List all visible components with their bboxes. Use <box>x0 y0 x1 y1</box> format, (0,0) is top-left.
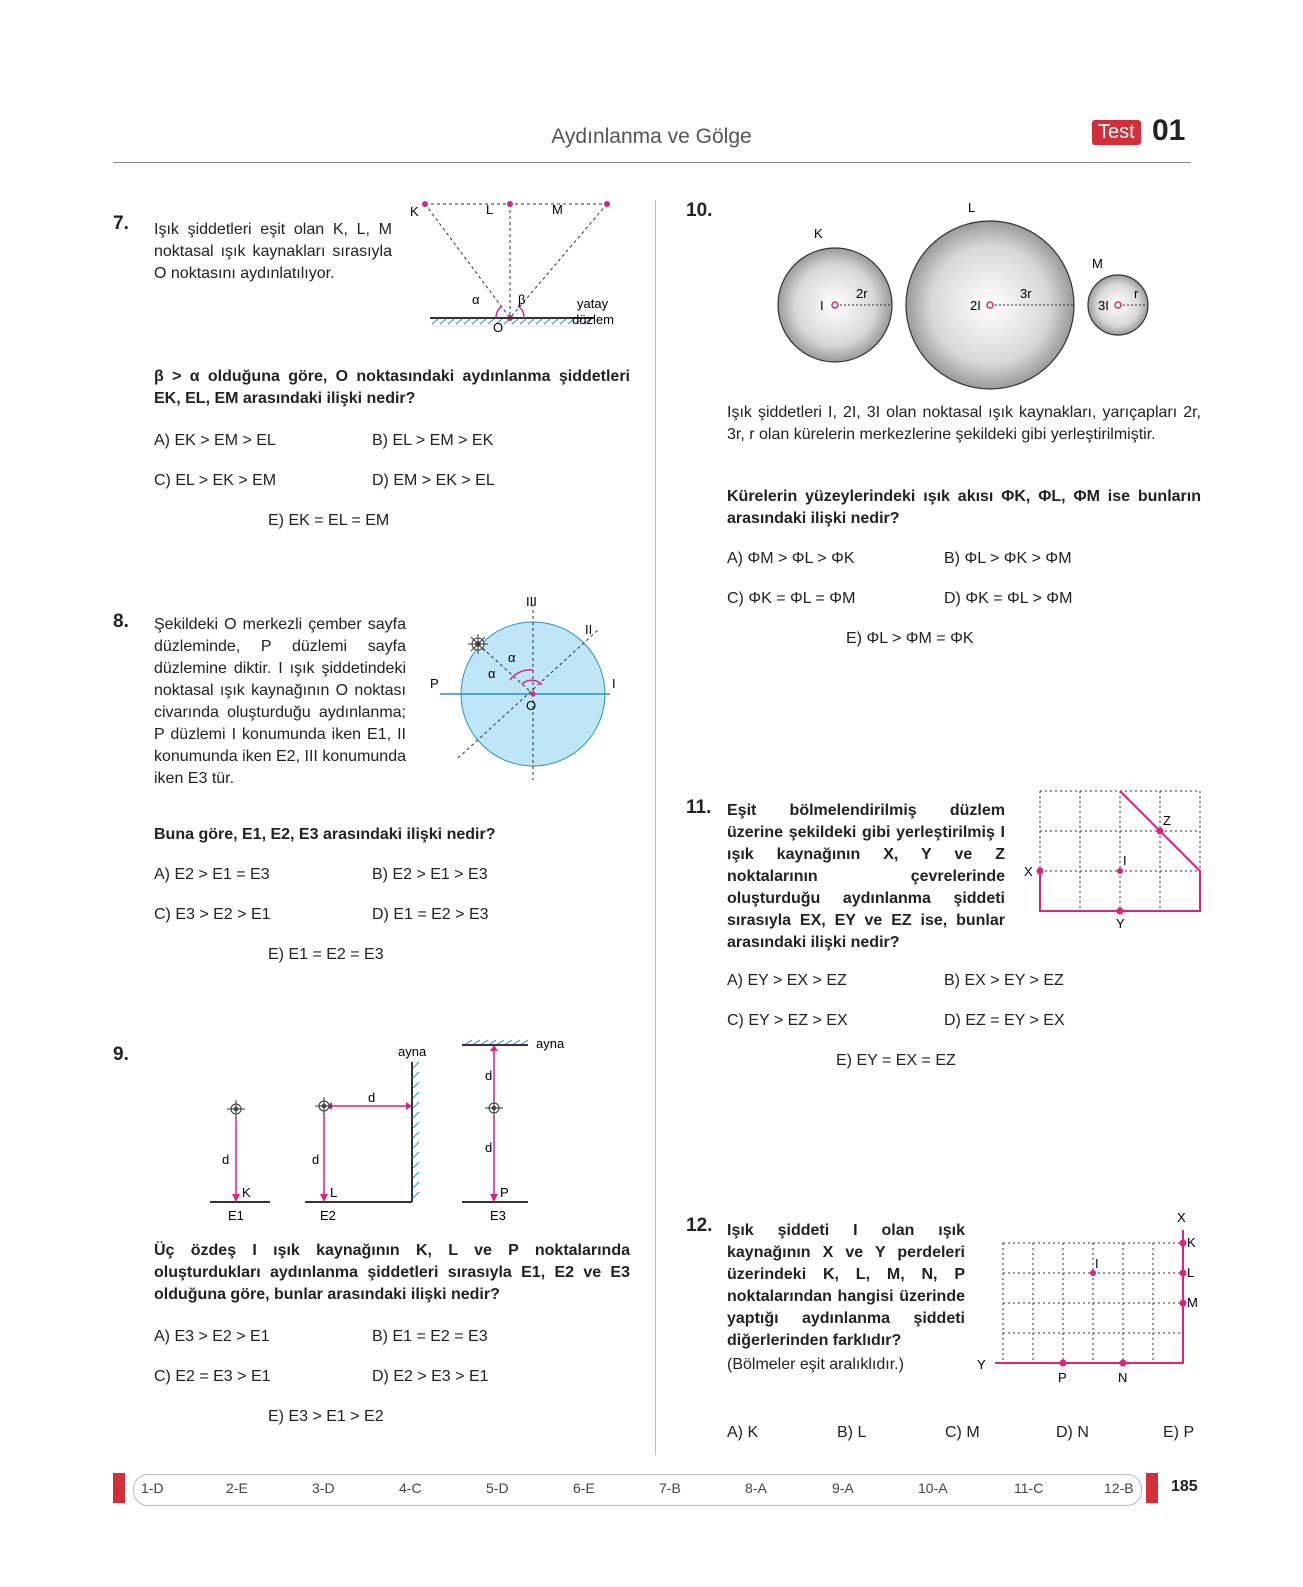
q7-label-plane1: yatay <box>577 296 609 311</box>
q9-option-a[interactable]: A) E3 > E2 > E1 <box>154 1328 270 1345</box>
answer-3: 3-D <box>312 1480 335 1496</box>
page-number: 185 <box>1171 1478 1198 1495</box>
q10-label-radius-2: 3r <box>1020 286 1032 301</box>
q10-label-l: L <box>968 200 976 215</box>
q10-label-m: M <box>1092 256 1103 271</box>
q9-label-l: L <box>330 1185 338 1200</box>
q12-option-d[interactable]: D) N <box>1056 1424 1089 1441</box>
q9-label-p: P <box>500 1185 509 1200</box>
q12-figure <box>975 1210 1198 1395</box>
q9-number: 9. <box>113 1044 129 1065</box>
q11-option-e[interactable]: E) EY = EX = EZ <box>836 1052 956 1069</box>
q11-option-c[interactable]: C) EY > EZ > EX <box>727 1012 848 1029</box>
q7-label-m: M <box>552 202 563 217</box>
q8-option-a[interactable]: A) E2 > E1 = E3 <box>154 866 270 883</box>
q12-number: 12. <box>686 1215 713 1236</box>
q8-label-iii: III <box>526 594 537 609</box>
q11-label-z: Z <box>1163 813 1171 828</box>
q7-question: β > α olduğuna göre, O noktasındaki aydınlanma şiddetleri EK, EL, EM arasındaki ilişki nedir? <box>154 368 630 407</box>
answer-5: 5-D <box>486 1480 509 1496</box>
q11-text: Eşit bölmelendirilmiş düzlem üzerine şekildeki gibi yerleştirilmiş I ışık kaynağının X, Y ve Z noktalarının çevrelerinde oluşturduğu aydınlanma şiddeti sırasıyla EX, EY ve EZ ise, bunlar arasındaki ilişki nedir? <box>727 802 1005 951</box>
answer-9: 9-A <box>832 1480 854 1496</box>
q11-figure <box>1020 785 1205 930</box>
answer-2: 2-E <box>226 1480 248 1496</box>
q9-label-e2: E2 <box>320 1208 336 1223</box>
q10-figure <box>770 200 1170 380</box>
q12-label-x: X <box>1177 1210 1186 1225</box>
q11-label-x: X <box>1024 864 1033 879</box>
q12-label-n: N <box>1118 1370 1128 1385</box>
q12-option-b[interactable]: B) L <box>837 1424 867 1441</box>
q9-option-e[interactable]: E) E3 > E1 > E2 <box>268 1408 384 1425</box>
q11-label-y: Y <box>1116 916 1125 931</box>
q7-label-k: K <box>410 204 419 219</box>
q12-option-a[interactable]: A) K <box>727 1424 759 1441</box>
q8-label-i: I <box>612 676 616 691</box>
svg-text:d: d <box>485 1140 493 1155</box>
q7-label-plane2: düzlem <box>572 312 614 327</box>
q9-figure <box>200 1036 570 1223</box>
answer-4: 4-C <box>399 1480 422 1496</box>
q8-label-o: O <box>526 698 537 713</box>
q10-question: Kürelerin yüzeylerindeki ışık akısı ΦK, ΦL, ΦM ise bunların arasındaki ilişki nedir? <box>727 488 1201 527</box>
q12-text: Işık şiddeti I olan ışık kaynağının X ve Y perdeleri üzerindeki K, L, M, N, P noktalarından hangisi üzerinde yaptığı aydınlanma şiddeti diğerlerinden farklıdır? <box>727 1222 965 1349</box>
q11-option-a[interactable]: A) EY > EX > EZ <box>727 972 847 989</box>
footer-red-block-left <box>113 1473 125 1503</box>
q12-option-c[interactable]: C) M <box>945 1424 980 1441</box>
header-divider <box>113 162 1191 163</box>
q8-label-alpha-1: α <box>508 650 516 665</box>
q12-label-m: M <box>1187 1295 1198 1310</box>
q9-label-e3: E3 <box>490 1208 506 1223</box>
svg-text:d: d <box>485 1068 493 1083</box>
q10-option-e[interactable]: E) ΦL > ΦM = ΦK <box>846 630 974 647</box>
q8-text: Şekildeki O merkezli çember sayfa düzleminde, P düzlemi sayfa düzlemine diktir. I ışık şiddetindeki noktasal ışık kaynağının O noktası civarında oluşturduğu aydınlanma; P düzlemi I konumunda iken E1, II konumunda iken E2, III konumunda iken E3 tür. <box>154 616 406 787</box>
q9-label-k: K <box>242 1185 251 1200</box>
answer-12: 12-B <box>1104 1480 1134 1496</box>
q9-label-e1: E1 <box>228 1208 244 1223</box>
q12-label-i: I <box>1095 1256 1099 1271</box>
q9-label-mirror-2: ayna <box>536 1036 565 1051</box>
test-badge: Test <box>1092 120 1141 145</box>
q12-note: (Bölmeler eşit aralıklıdır.) <box>727 1356 904 1373</box>
q9-label-mirror-1: ayna <box>398 1044 427 1059</box>
q10-option-a[interactable]: A) ΦM > ΦL > ΦK <box>727 550 855 567</box>
q11-number: 11. <box>686 797 712 818</box>
q10-option-b[interactable]: B) ΦL > ΦK > ΦM <box>944 550 1072 567</box>
test-number: 01 <box>1152 114 1186 147</box>
q12-label-p: P <box>1058 1370 1067 1385</box>
q7-label-l: L <box>486 202 494 217</box>
q7-option-d[interactable]: D) EM > EK > EL <box>372 472 495 489</box>
footer-red-block-right <box>1146 1473 1158 1503</box>
svg-text:d: d <box>222 1152 230 1167</box>
page-title: Aydınlanma ve Gölge <box>551 125 752 148</box>
column-divider <box>655 200 656 1455</box>
q8-label-alpha-2: α <box>488 666 496 681</box>
answer-1: 1-D <box>141 1480 164 1496</box>
answer-7: 7-B <box>659 1480 681 1496</box>
q10-number: 10. <box>686 200 713 221</box>
q7-option-e[interactable]: E) EK = EL = EM <box>268 512 390 529</box>
q9-option-d[interactable]: D) E2 > E3 > E1 <box>372 1368 489 1385</box>
answer-key-bar <box>133 1474 1142 1506</box>
q10-label-k: K <box>814 226 823 241</box>
q10-label-source-1: I <box>820 298 824 313</box>
q9-option-c[interactable]: C) E2 = E3 > E1 <box>154 1368 271 1385</box>
q7-number: 7. <box>113 213 129 234</box>
q8-option-b[interactable]: B) E2 > E1 > E3 <box>372 866 488 883</box>
q8-label-p: P <box>430 676 439 691</box>
q12-label-k: K <box>1187 1235 1196 1250</box>
q8-option-e[interactable]: E) E1 = E2 = E3 <box>268 946 384 963</box>
q12-label-l: L <box>1187 1265 1195 1280</box>
q8-option-c[interactable]: C) E3 > E2 > E1 <box>154 906 271 923</box>
q7-label-beta: β <box>518 292 526 307</box>
svg-text:d: d <box>368 1090 376 1105</box>
q11-option-d[interactable]: D) EZ = EY > EX <box>944 1012 1065 1029</box>
q8-number: 8. <box>113 611 129 632</box>
q7-option-b[interactable]: B) EL > EM > EK <box>372 432 494 449</box>
q12-label-y: Y <box>977 1357 986 1372</box>
q11-label-i: I <box>1123 853 1127 868</box>
q10-option-c[interactable]: C) ΦK = ΦL = ΦM <box>727 590 856 607</box>
q7-label-alpha: α <box>472 292 480 307</box>
q8-label-ii: II <box>585 622 593 637</box>
q12-option-e[interactable]: E) P <box>1163 1424 1195 1441</box>
q8-question: Buna göre, E1, E2, E3 arasındaki ilişki nedir? <box>154 826 496 843</box>
q8-option-d[interactable]: D) E1 = E2 > E3 <box>372 906 489 923</box>
q10-text: Işık şiddetleri I, 2I, 3I olan noktasal ışık kaynakları, yarıçapları 2r, 3r, r olan kürelerin merkezlerine şekildeki gibi yerleştirilmiştir. <box>727 404 1201 443</box>
q9-question: Üç özdeş I ışık kaynağının K, L ve P noktalarında oluşturdukları aydınlanma şiddetleri sırasıyla E1, E2 ve E3 olduğuna göre, bunlar arasındaki ilişki nedir? <box>154 1242 630 1303</box>
answer-11: 11-C <box>1014 1480 1044 1496</box>
answer-6: 6-E <box>573 1480 595 1496</box>
q7-text: Işık şiddetleri eşit olan K, L, M noktasal ışık kaynakları sırasıyla O noktasını aydınlatılıyor. <box>154 221 392 282</box>
q7-figure <box>410 192 640 342</box>
q7-label-o: O <box>493 320 504 335</box>
q7-option-c[interactable]: C) EL > EK > EM <box>154 472 277 489</box>
q10-label-radius-1: 2r <box>856 286 868 301</box>
q8-figure <box>430 594 630 782</box>
answer-8: 8-A <box>745 1480 767 1496</box>
q10-option-d[interactable]: D) ΦK = ΦL > ΦM <box>944 590 1073 607</box>
svg-text:d: d <box>312 1152 320 1167</box>
q9-option-b[interactable]: B) E1 = E2 = E3 <box>372 1328 488 1345</box>
q10-label-source-3: 3I <box>1098 298 1109 313</box>
q7-option-a[interactable]: A) EK > EM > EL <box>154 432 276 449</box>
answer-10: 10-A <box>918 1480 948 1496</box>
q10-label-radius-3: r <box>1134 286 1139 301</box>
q10-label-source-2: 2I <box>970 298 981 313</box>
q11-option-b[interactable]: B) EX > EY > EZ <box>944 972 1064 989</box>
